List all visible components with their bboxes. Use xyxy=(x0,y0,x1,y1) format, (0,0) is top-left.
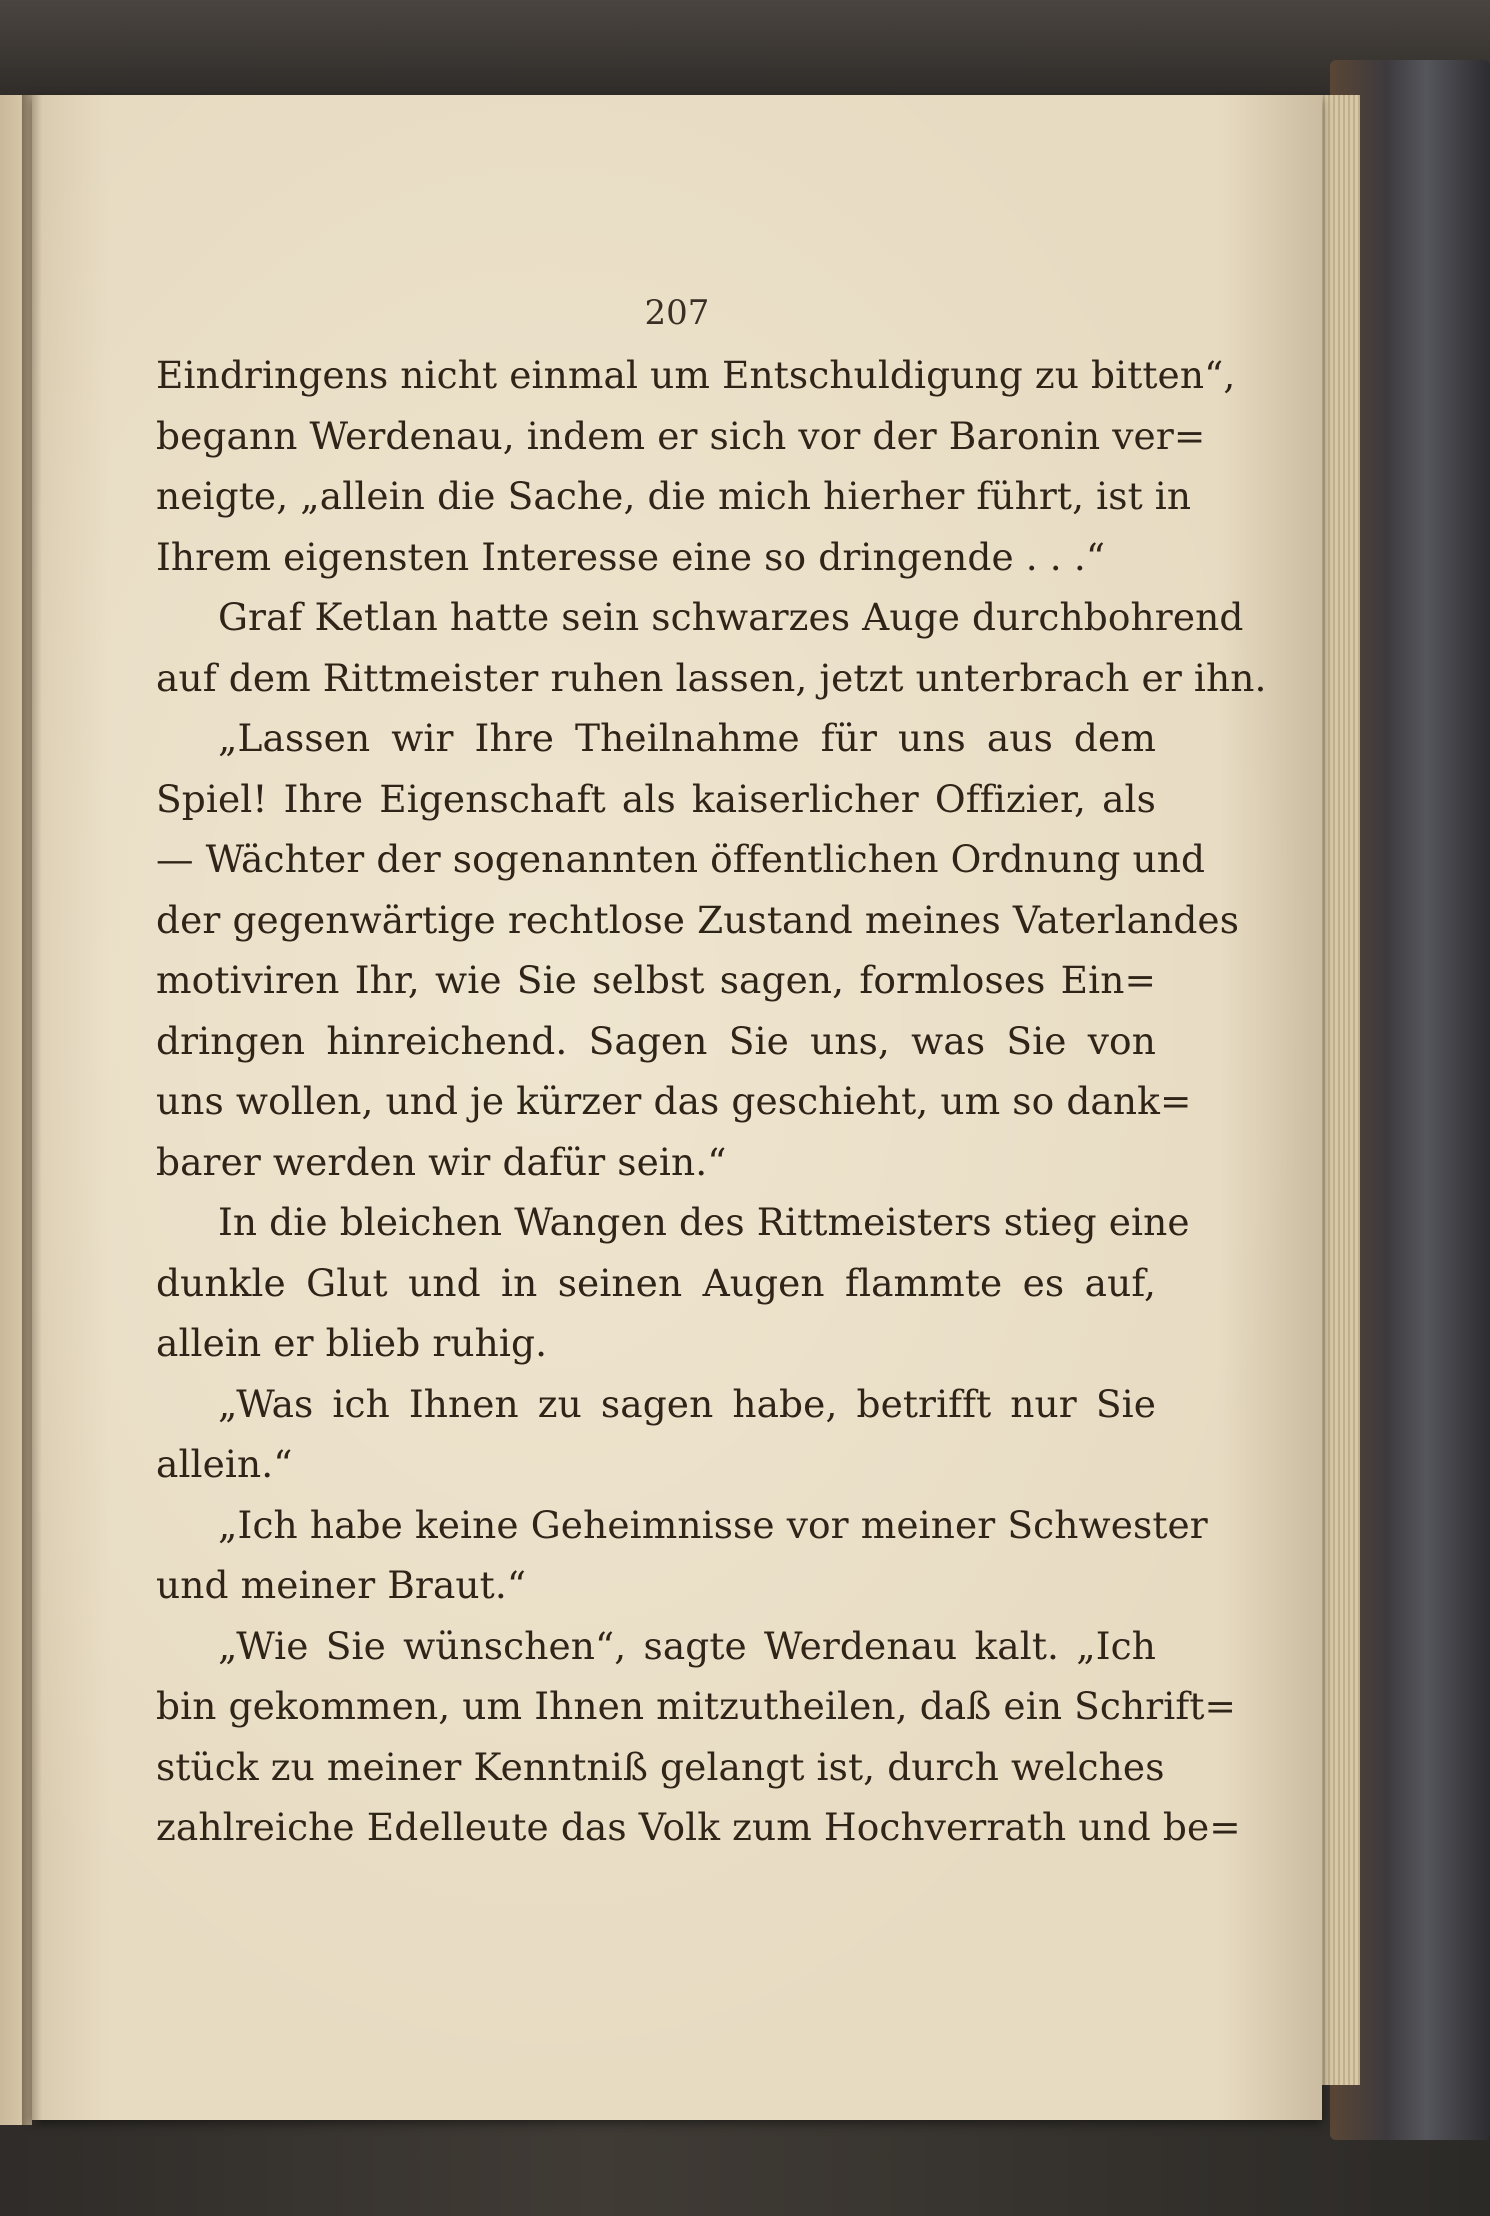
book-page xyxy=(32,95,1322,2120)
text-line: und meiner Braut.“ xyxy=(156,1563,527,1607)
text-line: Spiel! Ihre Eigenschaft als kaiserlicher Offizier, als xyxy=(156,776,1156,821)
text-line: „Was ich Ihnen zu sagen habe, betrifft nur Sie xyxy=(218,1381,1156,1426)
text-line: In die bleichen Wangen des Rittmeisters stieg eine xyxy=(218,1200,1190,1244)
text-line: barer werden wir dafür sein.“ xyxy=(156,1139,727,1184)
text-line: dringen hinreichend. Sagen Sie uns, was Sie von xyxy=(156,1018,1156,1063)
text-line: neigte, „allein die Sache, die mich hierher führt, ist in xyxy=(156,474,1192,518)
page-number: 207 xyxy=(644,293,710,333)
text-line: uns wollen, und je kürzer das geschieht, um so dank= xyxy=(156,1079,1192,1123)
text-line: dunkle Glut und in seinen Augen flammte es auf, xyxy=(156,1260,1156,1305)
text-line: begann Werdenau, indem er sich vor der Baronin ver= xyxy=(156,413,1206,458)
text-line: Graf Ketlan hatte sein schwarzes Auge durchbohrend xyxy=(218,595,1244,639)
text-line: zahlreiche Edelleute das Volk zum Hochverrath und be= xyxy=(156,1805,1241,1849)
text-line: auf dem Rittmeister ruhen lassen, jetzt unterbrach er ihn. xyxy=(156,655,1267,700)
text-line: „Ich habe keine Geheimnisse vor meiner Schwester xyxy=(218,1502,1208,1547)
text-line: „Lassen wir Ihre Theilnahme für uns aus dem xyxy=(218,716,1156,760)
text-line: der gegenwärtige rechtlose Zustand meines Vaterlandes xyxy=(156,897,1240,942)
text-line: motiviren Ihr, wie Sie selbst sagen, formloses Ein= xyxy=(156,958,1156,1002)
text-line: bin gekommen, um Ihnen mitzutheilen, daß ein Schrift= xyxy=(156,1684,1237,1728)
book-cover-top xyxy=(0,0,1490,100)
page-text xyxy=(156,345,1267,1858)
text-line: stück zu meiner Kenntniß gelangt ist, durch welches xyxy=(156,1744,1165,1789)
text-line: — Wächter der sogenannten öffentlichen Ordnung und xyxy=(156,837,1206,881)
spine-shadow xyxy=(22,95,42,2125)
text-line: „Wie Sie wünschen“, sagte Werdenau kalt. „Ich xyxy=(218,1623,1156,1668)
text-line: allein.“ xyxy=(156,1442,293,1486)
text-line: Ihrem eigensten Interesse eine so dringende . . .“ xyxy=(156,534,1106,579)
text-line: allein er blieb ruhig. xyxy=(156,1321,548,1365)
text-line: Eindringens nicht einmal um Entschuldigung zu bitten“, xyxy=(156,353,1236,397)
